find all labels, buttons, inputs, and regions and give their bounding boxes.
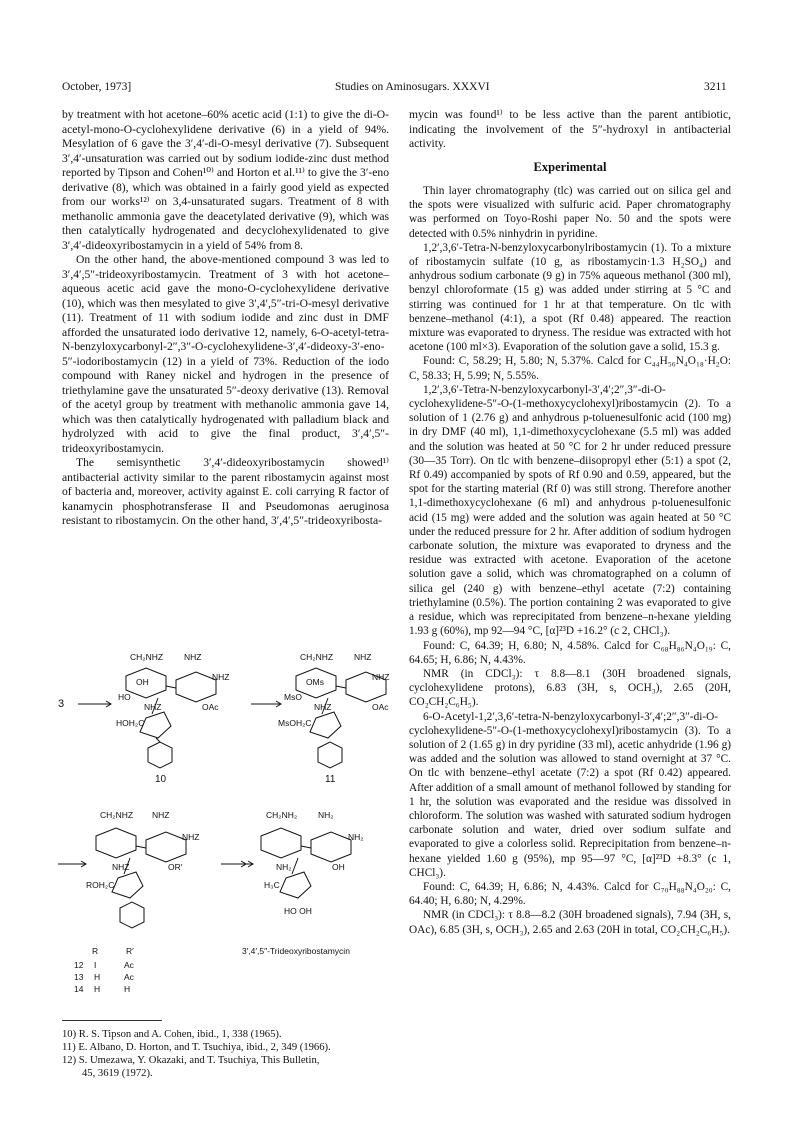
footnote-11: 11) E. Albano, D. Horton, and T. Tsuchiya, ibid., 2, 349 (1966). [62,1042,331,1053]
exp-paragraph-1: Thin layer chromatography (tlc) was carried out on silica gel and the spots were visualized with sulfuric acid. Paper chromatography was performed on Toyo-Roshi paper No. 50 and the spots were detected with 0.5% ninhydrin in pyridine. [409,185,731,240]
label-oh-final: OH [332,862,345,872]
label-nhz-11c: NHZ [314,702,332,712]
reaction-scheme [56,646,396,1006]
label-hooh-final: HO OH [284,906,312,916]
label-nh2-final-c: NH₂ [276,862,292,872]
table-row-13-rp: Ac [124,972,134,982]
label-oms-11: OMs [306,677,324,687]
label-nhz-12c: NHZ [112,862,130,872]
exp-paragraph-9: NMR (in CDCl₃): τ 8.8—8.2 (30H broadened signals), 7.94 (3H, s, OAc), 6.85 (3H, s, OCH₃), 2.65 and 2.63 (20H in total, CO₂CH₂C₆H₅). [409,909,731,936]
exp-paragraph-5: Found: C, 64.39; H, 6.80; N, 4.58%. Calcd for C₆₈H₈₆N₄O₁₉: C, 64.65; H, 6.86; N, 4.43%. [409,639,731,666]
label-nhz-12b: NHZ [182,832,200,842]
label-oac-11: OAc [372,702,389,712]
label-nhz-10a: NHZ [184,652,202,662]
label-ho-10: HO [118,692,131,702]
label-hoh2c-10: HOH₂C [116,718,145,728]
table-row-12-id: 12 [74,960,84,970]
exp-paragraph-7: 6-O-Acetyl-1,2′,3,6′-tetra-N-benzyloxycarbonyl-3′,4′;2″,3″-di-O-cyclohexylidene-5″-O-(1-methoxycyclohexyl)ribostamycin (3). To a solution of 2 (1.65 g) in dry pyridine (33 ml), acetic anhydride (1.96 g) was added and the solution was allowed to stand overnight at 37 °C. On tlc with benzene–ethyl acetate (7:2) a spot (Rf 0.42) appeared. After addition of a small amount of methanol followed by standing for 1 hr, the solution was evaporated and the residue was dissolved in chloroform. The solution was washed with saturated sodium hydrogen carbonate solution and water, dried over sodium sulfate and evaporated to give a colorless solid. Reprecipitation from benzene–n-hexane yielded 1.60 g (95%), mp 95—97 °C, [α]²³D +8.3° (c 1, CHCl₃). [409,710,731,879]
footnote-rule [62,1020,162,1021]
label-ch2nh2-final: CH₂NH₂ [266,810,298,820]
table-row-14-id: 14 [74,984,84,994]
left-paragraph-1: by treatment with hot acetone–60% acetic acid (1:1) to give the di-O-acetyl-mono-O-cyclohexylidene derivative (6) in a yield of 94%. Mesylation of 6 gave the 3′,4′-di-O-mesyl derivative (7). Subsequent 3′,4′-unsaturation was carried out by sodium iodide-zinc dust method reported by Tipson and Cohen¹⁰⁾ and Horton et al.¹¹⁾ to give the 3′-eno derivative (8), which was obtained in a fairly good yield as expected from our works¹²⁾ on 3,4-unsaturated sugars. Treatment of 8 with methanolic ammonia gave the deacetylated derivative (9), which was then catalytically hydrogenated and decyclohexylidenated to give 3′,4′-dideoxyribostamycin in a yield of 54% from 8. [62,108,389,252]
running-title: Studies on Aminosugars. XXXVI [335,81,490,93]
left-paragraph-3: The semisynthetic 3′,4′-dideoxyribostamycin showed¹⁾ antibacterial activity similar to the parent ribostamycin against most of bacteria and, moreover, activity against E. coli carrying R factor of kanamycin phosphotransferase II and Pseudomonas aeruginosa resistant to ribostamycin. On the other hand, 3′,4′,5″-trideoxyribosta- [62,456,389,527]
footnote-12-cont: 45, 3619 (1972). [82,1068,153,1079]
exp-paragraph-6: NMR (in CDCl₃): τ 8.8—8.1 (30H broadened signals, cyclohexylidene protons), 6.83 (3H, s, OCH₃), 2.65 (20H, CO₂CH₂C₆H₅). [409,667,731,709]
label-nhz-10c: NHZ [144,702,162,712]
label-ch2nhz-11: CH₂NHZ [300,652,334,662]
table-row-14-r: H [94,984,101,994]
right-column [409,108,731,937]
label-ch2nhz-10: CH₂NHZ [130,652,164,662]
table-row-13-id: 13 [74,972,84,982]
compound-label-11: 11 [325,774,336,785]
table-row-14-rp: H [124,984,131,994]
table-row-12-r: I [94,960,97,970]
label-ch2nhz-12: CH₂NHZ [100,810,134,820]
section-title-experimental: Experimental [533,159,607,174]
label-nh2-final-a: NH₂ [318,810,334,820]
running-date: October, 1973] [62,81,132,93]
label-mso-11: MsO [284,692,302,702]
final-product-name: 3′,4′,5″-Trideoxyribostamycin [242,946,350,956]
left-paragraph-2: On the other hand, the above-mentioned compound 3 was led to 3′,4′,5″-trideoxyribostamycin. Treatment of 3 with hot acetone–aqueous acetic acid gave the mono-O-cyclohexylidene derivative (10), which was then mesylated to give 3′,4′,5″-tri-O-mesyl derivative (11). Treatment of 11 with sodium iodide and zinc dust in DMF afforded the unsaturated iodo derivative 12, namely, 6-O-acetyl-tetra-N-benzyloxycarbonyl-2″,3″-O-cyclohexylidene-3′,4′-dideoxy-3′-eno-5″-iodoribostamycin (12) in a yield of 73%. Reduction of the iodo compound with Raney nickel and hydrogen in the presence of triethylamine gave the unsaturated 5″-deoxy derivative (13). Removal of the acetyl group by treatment with methanolic ammonia gave 14, which was then catalytically hydrogenated with palladium black and hydrolyzed with acid to give the final product, 3′,4′,5″-trideoxyribostamycin. [62,253,389,455]
right-intro: mycin was found¹⁾ to be less active than the parent antibiotic, indicating the involvement of the 5″-hydroxyl in antibacterial activity. [409,108,731,150]
label-nh2-final-b: NH₂ [348,832,364,842]
left-column [62,108,389,529]
footnote-10: 10) R. S. Tipson and A. Cohen, ibid., 1, 338 (1965). [62,1029,282,1040]
table-row-13-r: H [94,972,101,982]
label-h3c-final: H₃C [264,880,280,890]
label-msoh2c-11: MsOH₂C [278,718,312,728]
table-row-12-rp: Ac [124,960,134,970]
table-header-r: R [92,946,99,956]
label-nhz-11b: NHZ [372,672,390,682]
exp-paragraph-2: 1,2′,3,6′-Tetra-N-benzyloxycarbonylribostamycin (1). To a mixture of ribostamycin sulfate (10 g, as ribostamycin·1.3 H₂SO₄) and anhydrous sodium carbonate (9 g) in 75% aqueous methanol (300 ml), benzyl chloroformate (15 g) was added under stirring at 5 °C and stirring was continued for 1 hr at that temperature. On tlc with benzene–methanol (4:1), a spot (Rf 0.48) appeared. The reaction mixture was evaporated to dryness. The residue was extracted with hot acetone (100 ml×3). Evaporation of the solution gave a solid, 15.3 g. [409,241,731,354]
exp-paragraph-4: 1,2′,3,6′-Tetra-N-benzyloxycarbonyl-3′,4′;2″,3″-di-O-cyclohexylidene-5″-O-(1-methoxycyclohexyl)ribostamycin (2). To a solution of 1 (2.76 g) and anhydrous p-toluenesulfonic acid (100 mg) in dry DMF (40 ml), 1,1-dimethoxycyclohexane (5.5 ml) was added and the solution was heated at 50 °C for 2 hr under reduced pressure (30—35 Torr). On tlc with benzene–diisopropyl ether (5:1) a spot (2, Rf 0.49) accompanied by spots of Rf 0.90 and 0.59, appeared, but the spot for the starting material (Rf 0) was still strong. Therefore another 1,1-dimethoxycyclohexane (6 ml) and anhydrous p-toluenesulfonic acid (15 mg) were added and the solution was again heated at 50 °C under the reduced pressure for 2 hr. After addition of sodium hydrogen carbonate solution, the mixture was evaporated to dryness and the residue was extracted with acetone. Evaporation of the acetone solution gave a solid, which was chromatographed on a column of silica gel (240 g) with benzene–ethyl acetate (7:2) containing triethylamine (0.5%). The portion containing 2 was evaporated to give a residue, which was reprecipitated from benzene–n-hexane yielding 1.93 g (60%), mp 92—94 °C, [α]²³D +16.2° (c 2, CHCl₃). [409,383,731,638]
start-compound-label: 3 [58,698,65,710]
page-number: 3211 [704,81,727,93]
exp-paragraph-3: Found: C, 58.29; H, 5.80; N, 5.37%. Calcd for C₄₄H₅₆N₄O₁₈·H₂O: C, 58.33; H, 5.99; N, 5.55%. [409,355,731,382]
label-nhz-11a: NHZ [354,652,372,662]
label-orp-12: OR′ [168,862,183,872]
table-header-rprime: R′ [126,946,134,956]
label-oac-10: OAc [202,702,219,712]
label-nhz-12a: NHZ [152,810,170,820]
footnotes [62,1028,331,1080]
exp-paragraph-8: Found: C, 64.39; H, 6.86; N, 4.43%. Calcd for C₇₀H₈₈N₄O₂₀: C, 64.40; H, 6.80; N, 4.29%. [409,880,731,908]
label-rohc-12: ROH₂C [86,880,115,890]
label-nhz-10b: NHZ [212,672,230,682]
compound-label-10: 10 [155,774,167,785]
label-oh-10: OH [136,677,149,687]
footnote-12: 12) S. Umezawa, Y. Okazaki, and T. Tsuchiya, This Bulletin, [62,1055,320,1066]
